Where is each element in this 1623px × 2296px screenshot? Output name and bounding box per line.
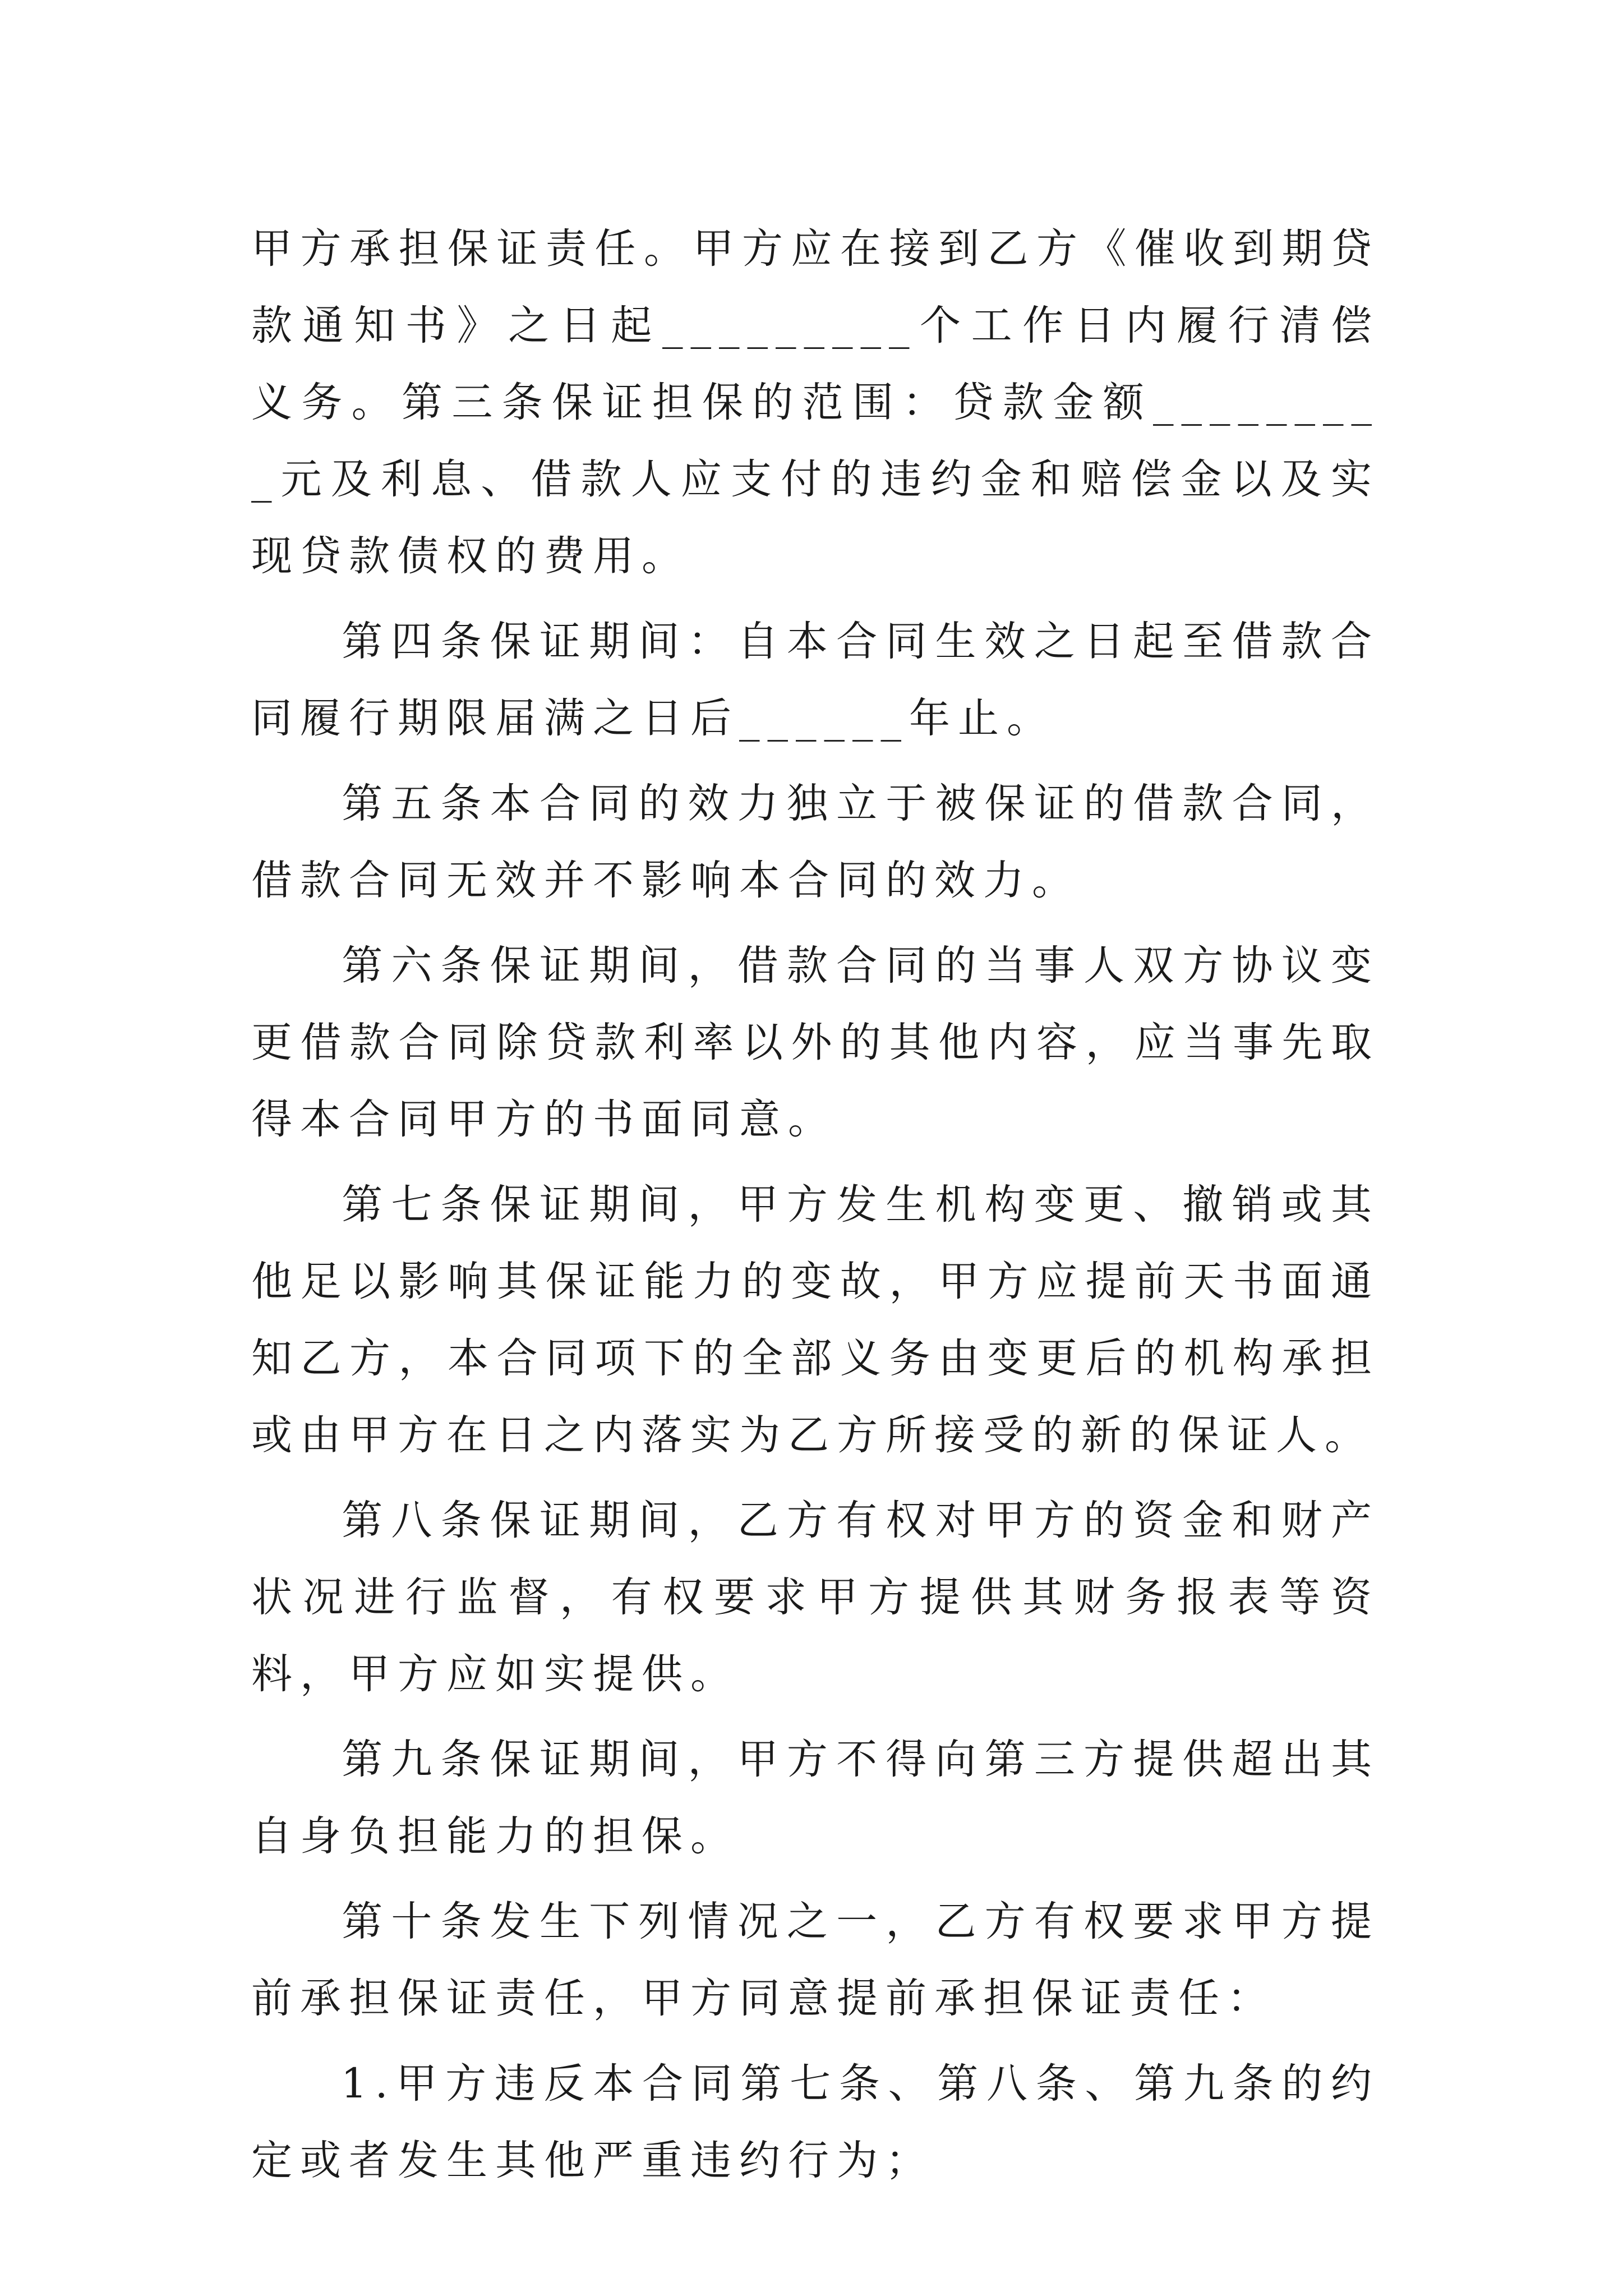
paragraph-article-9: [251, 1721, 1380, 1875]
paragraph-article-10: [251, 1883, 1380, 2037]
paragraph-text: 第七条保证期间，甲方发生机构变更、撤销或其他足以影响其保证能力的变故，甲方应提前天书面通知乙方，本合同项下的全部义务由变更后的机构承担或由甲方在日之内落实为乙方所接受的新的保证人。: [251, 1181, 1380, 1459]
paragraph-text: 第五条本合同的效力独立于被保证的借款合同，借款合同无效并不影响本合同的效力。: [251, 780, 1380, 904]
paragraph-text: 第四条保证期间：自本合同生效之日起至借款合同履行期限届满之日后______年止。: [251, 618, 1380, 742]
paragraph-text: 第十条发生下列情况之一，乙方有权要求甲方提前承担保证责任，甲方同意提前承担保证责任：: [251, 1898, 1380, 2022]
paragraph-text: 1.甲方违反本合同第七条、第八条、第九条的约定或者发生其他严重违约行为；: [251, 2060, 1380, 2184]
paragraph-text: 甲方承担保证责任。甲方应在接到乙方《催收到期贷款通知书》之日起_________个工作日内履行清偿义务。第三条保证担保的范围：贷款金额_________元及利息、借款人应支付的违约金和赔偿金以及实现贷款债权的费用。: [251, 225, 1380, 580]
paragraph-guarantee-scope: [251, 210, 1380, 595]
paragraph-article-5: [251, 765, 1380, 919]
document-body: [251, 210, 1380, 2207]
paragraph-article-4: [251, 603, 1380, 757]
paragraph-article-7: [251, 1166, 1380, 1474]
paragraph-item-1: [251, 2045, 1380, 2199]
paragraph-article-8: [251, 1482, 1380, 1713]
paragraph-text: 第八条保证期间，乙方有权对甲方的资金和财产状况进行监督，有权要求甲方提供其财务报表等资料，甲方应如实提供。: [251, 1497, 1380, 1698]
paragraph-article-6: [251, 927, 1380, 1158]
paragraph-text: 第九条保证期间，甲方不得向第三方提供超出其自身负担能力的担保。: [251, 1736, 1380, 1860]
paragraph-text: 第六条保证期间，借款合同的当事人双方协议变更借款合同除贷款利率以外的其他内容，应当事先取得本合同甲方的书面同意。: [251, 942, 1380, 1143]
